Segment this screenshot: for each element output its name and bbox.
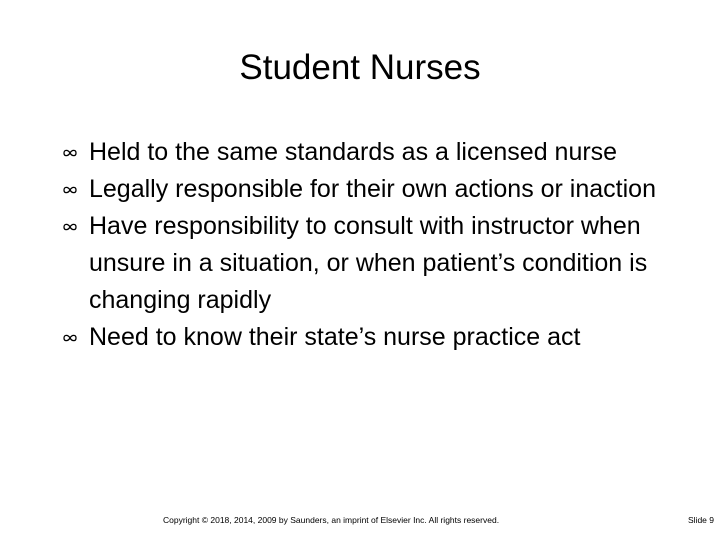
bullet-list xyxy=(60,134,670,356)
infinity-icon xyxy=(62,148,78,158)
infinity-icon xyxy=(62,333,78,343)
bullet-text: Need to know their state’s nurse practice act xyxy=(89,323,581,351)
bullet-text: Held to the same standards as a licensed nurse xyxy=(89,138,618,166)
bullet-text: Legally responsible for their own actions or inaction xyxy=(89,175,656,203)
bullet-item xyxy=(60,208,670,319)
infinity-icon xyxy=(62,185,78,195)
slide-title: Student Nurses xyxy=(239,48,481,87)
copyright-footer: Copyright © 2018, 2014, 2009 by Saunders, an imprint of Elsevier Inc. All rights reserved. xyxy=(163,515,500,525)
bullet-text: Have responsibility to consult with instructor when unsure in a situation, or when patient’s condition is changing rapidly xyxy=(89,212,648,314)
bullet-item xyxy=(60,319,670,356)
slide-number: Slide 9 xyxy=(688,515,714,525)
infinity-icon xyxy=(62,222,78,232)
bullet-item xyxy=(60,134,670,171)
bullet-item xyxy=(60,171,670,208)
